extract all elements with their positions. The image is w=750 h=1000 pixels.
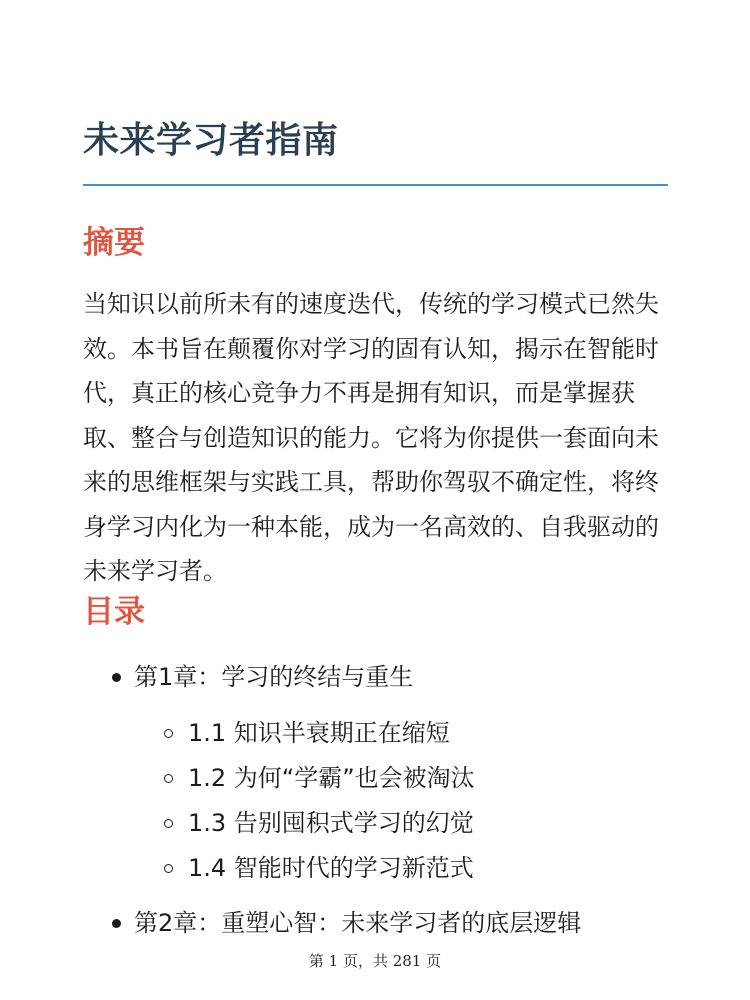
bullet-circle-icon	[164, 774, 173, 783]
toc-heading: 目录	[83, 594, 145, 630]
document-title: 未来学习者指南	[83, 120, 339, 161]
toc-section-item[interactable]: 1.1 知识半衰期正在缩短	[188, 719, 450, 747]
bullet-circle-icon	[164, 729, 173, 738]
toc-section-item[interactable]: 1.4 智能时代的学习新范式	[188, 854, 474, 882]
abstract-paragraph: 当知识以前所未有的速度迭代，传统的学习模式已然失效。本书旨在颠覆你对学习的固有认知，揭示在智能时代，真正的核心竞争力不再是拥有知识，而是掌握获取、整合与创造知识的能力。它将为你提供一套面向未来的思维框架与实践工具，帮助你驾驭不确定性，将终身学习内化为一种本能，成为一名高效的、自我驱动的未来学习者。	[83, 290, 659, 585]
bullet-disc-icon	[112, 919, 121, 928]
toc-chapter-item[interactable]: 第2章：重塑心智：未来学习者的底层逻辑	[134, 909, 582, 937]
abstract-heading: 摘要	[83, 225, 145, 261]
title-divider	[83, 184, 668, 186]
toc-section-item[interactable]: 1.2 为何“学霸”也会被淘汰	[188, 764, 475, 792]
bullet-disc-icon	[112, 673, 121, 682]
toc-section-item[interactable]: 1.3 告别囤积式学习的幻觉	[188, 809, 474, 837]
bullet-circle-icon	[164, 819, 173, 828]
toc-chapter-item[interactable]: 第1章：学习的终结与重生	[134, 663, 414, 691]
bullet-circle-icon	[164, 864, 173, 873]
page-number-footer: 第 1 页，共 281 页	[308, 952, 442, 970]
